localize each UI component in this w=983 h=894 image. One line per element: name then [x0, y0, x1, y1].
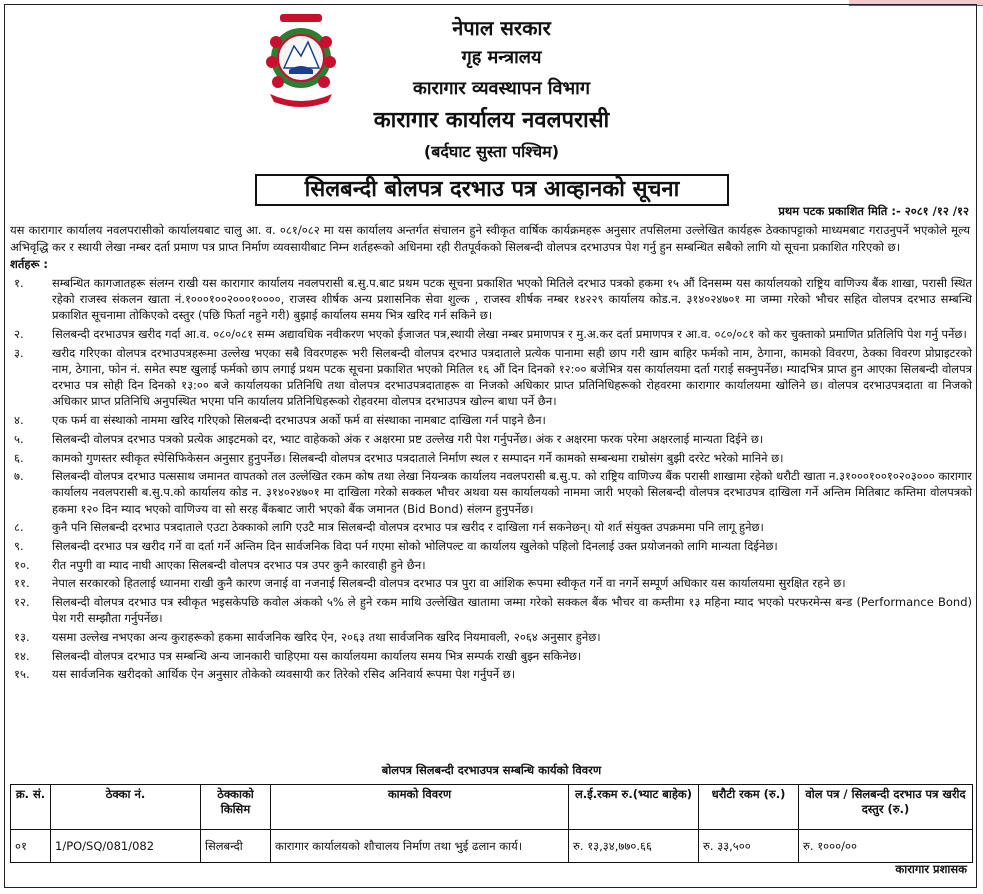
- condition-text: सिलबन्दी दरभाउ पत्र खरीद गर्ने वा दर्ता गर्ने अन्तिम दिन सार्वजनिक विदा पर्न गएमा सोको भोलिपल्ट वा कार्यालय खुलेको पहिलो दिनलाई उक्त प्रयोजनको लागि मान्यता दिईनेछ।: [52, 539, 778, 554]
- header-serial: क्र. सं.: [11, 785, 51, 830]
- condition-number: ३.: [14, 345, 24, 360]
- condition-number: १५.: [14, 667, 30, 682]
- condition-number: १३.: [14, 630, 30, 645]
- header-ministry: गृह मन्त्रालय: [461, 47, 542, 68]
- condition-item: [10, 519, 972, 535]
- work-details-table: [10, 784, 973, 863]
- condition-text: यसमा उल्लेख नभएका अन्य कुराहरूको हकमा सार्वजनिक खरिद ऐन, २०६३ तथा सार्वजनिक खरिद नियमावली, २०६४ अनुसार हुनेछ।: [52, 630, 601, 645]
- condition-number: १२.: [14, 595, 30, 610]
- condition-text: कामको गुणस्तर स्वीकृत स्पेसिफिकेसन अनुसार हुनुपर्नेछ। सिलबन्दी वोलपत्र दरभाउ पत्रदाताले निर्माण स्थल र सम्पादन गर्ने कामको सम्बन्धमा राम्रोसंग बुझी दररेट भरेको मानिने छ।: [52, 450, 784, 465]
- condition-item: [10, 275, 972, 324]
- condition-text: सिलबन्दी वोलपत्र दरभाउ पत्र सम्बन्धि अन्य जानकारी चाहिएमा यस कार्यालयमा कार्यालय समय भित्र सम्पर्क राखी बुझ्न सकिनेछ।: [52, 648, 582, 663]
- condition-text: सिलबन्दी वोलपत्र दरभाउ पत्रको प्रत्येक आइटमको दर, भ्याट वाहेकको अंक र अक्षरमा प्रष्ट उल्लेख गरी पेश गर्नुपर्नेछ। अंक र अक्षरमा फरक परेमा अक्षरलाई मान्यता दिईने छ।: [52, 431, 764, 446]
- condition-item: [10, 326, 972, 342]
- condition-number: १०.: [14, 557, 30, 572]
- condition-text: यस सार्वजनिक खरीदको आर्थिक ऐन अनुसार तोकेको व्यवसायी कर तिरेको रसिद अनिवार्य रूपमा पेश गर्नुपर्ने छ।: [52, 667, 516, 682]
- condition-number: १.: [14, 276, 24, 290]
- header-contract-type: ठेक्काको किसिम: [201, 785, 271, 830]
- condition-item: [10, 345, 972, 410]
- condition-item: [10, 648, 972, 664]
- cell-cost-estimate: रु. १३,३४,७७०.६६: [569, 830, 699, 863]
- condition-number: ११.: [14, 576, 30, 591]
- cell-fee: रु. १०००/००: [799, 830, 973, 863]
- signature-label: कारागार प्रशासक: [895, 862, 967, 876]
- condition-number: ८.: [14, 520, 24, 535]
- cell-serial: ०१: [11, 830, 51, 863]
- condition-item: [10, 557, 972, 573]
- condition-text: खरीद गरिएका वोलपत्र दरभाउपत्रहरूमा उल्लेख भएका सबै विवरणहरू भरी सिलबन्दी वोलपत्र दरभाउ पत्रदाताले प्रत्येक पानामा सही छाप गरी खाम बाहिर फर्मको नाम, ठेगाना, कामको विवरण, ठेक्का विवरण प्रोप्राइटरको नाम, ठेगाना, फोन नं. समेत स्पष्ट खुलाई फर्मको छाप लगाई प्रथम पटक सूचना प्रकाशित भएको मितिल १६ औं दिन दिनको १२:०० बजेभित्र यस कार्यालयमा दर्ता गराई सक्नुपर्नेछ। म्यादभित्र प्राप्त हुन आएका सिलबन्दी वोलपत्र दरभाउ पत्र सोही दिन दिनको १३:०० बजे कार्यालयका प्रतिनिधि तथा वोलपत्र दरभाउपत्रदाताहरू वा निजको अधिकार प्राप्त प्रतिनिधिहरूको रोहवरमा कारागार कार्यालयमा खोलिने छ। वोलपत्र दरभाउपत्रदाता वा निजको अधिकार प्राप्त प्रतिनिधि अनुपस्थित भएमा पनि कार्यालय प्रतिनिधिहरूको रोहवरमा वोलपत्र दरभाउपत्र खोल्न बाधा पर्ने छैन।: [52, 345, 972, 409]
- table-row: [11, 830, 973, 863]
- condition-number: ७.: [14, 469, 24, 484]
- header-fee: वोल पत्र / सिलबन्दी दरभाउ पत्र खरीद दस्तुर (रु.): [799, 785, 973, 830]
- condition-number: ६.: [14, 450, 24, 465]
- condition-text: सिलबन्दी दरभाउपत्र खरीद गर्दा आ.व. ०८०/०८१ सम्म अद्यावधिक नवीकरण भएको ईजाजत पत्र,स्थायी लेखा नम्बर प्रमाणपत्र र मु.अ.कर दर्ता प्रमाणपत्र र आ.व. ०८०/०८१ को कर चुक्ताको प्रमाणित प्रतिलिपि पेश गर्नु पर्नेछ।: [52, 327, 967, 342]
- condition-number: ४.: [14, 413, 24, 428]
- condition-item: [10, 594, 972, 626]
- table-title: बोलपत्र सिलबन्दी दरभाउपत्र सम्बन्धि कार्यको विवरण: [381, 763, 602, 777]
- condition-item: [10, 431, 972, 447]
- condition-text: एक फर्म वा संस्थाको नाममा खरिद गरिएको सिलबन्दी दरभाउपत्र अर्को फर्म वा संस्थाका नामबाट दाखिला गर्न पाइने छैन।: [52, 413, 546, 428]
- condition-text: नेपाल सरकारको हितलाई ध्यानमा राखी कुनै कारण जनाई वा नजनाई सिलबन्दी वोलपत्र दरभाउ पत्र पुरा वा आंशिक रूपमा स्वीकृत गर्ने वा नगर्ने सम्पूर्ण अधिकार यस कार्यालयमा सुरक्षित रहने छ।: [52, 576, 846, 591]
- condition-item: [10, 629, 972, 645]
- header-government: नेपाल सरकार: [452, 16, 551, 40]
- publish-date: प्रथम पटक प्रकाशित मिति :- २०८१ /१२ /१२: [778, 204, 969, 218]
- condition-text: सिलबन्दी वोलपत्र दरभाउ पत्र स्वीकृत भइसकेपछि कवोल अंकको ५% ले हुने रकम माथि उल्लेखित खातामा जम्मा गरेको सक्कल बैंक भौचर वा कम्तीमा १३ महिना म्याद भएको परफरमेन्स बन्ड (Performance Bond) पेश गरी सम्झौता गर्नुपर्नेछ।: [52, 595, 972, 626]
- notice-title: सिलबन्दी बोलपत्र दरभाउ पत्र आव्हानको सूचना: [255, 174, 729, 206]
- condition-text: रीत नपुगी वा म्याद नाघी आएका सिलबन्दी वोलपत्र दरभाउ पत्र उपर कुनै कारवाही हुने छैन।: [52, 557, 426, 572]
- header-cost-estimate: ल.ई.रकम रु.(भ्याट बाहेक): [569, 785, 699, 830]
- header-office: कारागार कार्यालय नवलपरासी: [373, 108, 610, 133]
- condition-number: २.: [14, 327, 24, 342]
- cell-deposit: रु. ३३,५००: [699, 830, 799, 863]
- cell-contract-no: 1/PO/SQ/081/082: [51, 830, 201, 863]
- header-department: कारागार व्यवस्थापन विभाग: [413, 78, 590, 99]
- conditions-heading: शर्तहरू :: [10, 257, 49, 271]
- condition-item: [10, 450, 972, 466]
- condition-item: [10, 666, 972, 682]
- condition-number: ५.: [14, 431, 24, 446]
- cell-contract-type: सिलबन्दी: [201, 830, 271, 863]
- header-location: (बर्दघाट सुस्ता पश्चिम): [423, 142, 560, 161]
- condition-text: कुनै पनि सिलबन्दी दरभाउ पत्रदाताले एउटा ठेक्काको लागि एउटै मात्र सिलबन्दी वोलपत्र दरभाउ पत्र खरीद र दाखिला गर्न सकनेछन्। यो शर्त संयुक्त उपक्रममा पनि लागू हुनेछ।: [52, 520, 764, 535]
- table-header-row: [11, 785, 973, 830]
- condition-number: १४.: [14, 648, 30, 663]
- condition-item: [10, 468, 972, 517]
- conditions-list: [10, 275, 972, 685]
- header-deposit: धरौटी रकम (रु.): [699, 785, 799, 830]
- condition-item: [10, 538, 972, 554]
- cell-work-description: कारागार कार्यालयको शौचालय निर्माण तथा भुई ढलान कार्य।: [271, 830, 569, 863]
- header-work-description: कामको विवरण: [271, 785, 569, 830]
- condition-item: [10, 412, 972, 428]
- condition-text: सिलबन्दी वोलपत्र दरभाउ पत्ससाथ जमानत वापतको तल उल्लेखित रकम कोष तथा लेखा नियन्त्रक कार्यालय नवलपरासी ब.सु.प. को राष्ट्रिय वाणिज्य बैंक परासी शाखामा रहेको धरौटी खाता न.३१०००१००१०२०३००० कारागार कार्यालय नवलपरासी ब.सु.प.को कार्यालय कोड न. ३१४०२४७०१ मा दाखिला गरेको सक्कल भौचर अथवा यस कार्यालयको नाममा जारी भएको सिलबन्दी वोलपत्र दरभाउपत्र दाखिला गर्ने अन्तिम मितिबाट कम्तिमा वोलपत्रको हकमा १२० दिन म्याद भएको वाणिज्य वा सो सरह बैंकबाट जारी भएको बैंक जमानत (Bid Bond) संलग्न हुनुपर्नेछ।: [52, 469, 972, 516]
- condition-number: ९.: [14, 539, 24, 554]
- condition-text: सम्बन्धित कागजातहरू संलग्न राखी यस कारागार कार्यालय नवलपरासी ब.सु.प.बाट प्रथम पटक सूचना प्रकाशित भएकोे मितिले दरभाउ पत्रको हकमा १५ औं दिनसम्म यस कार्यालयको राष्ट्रिय वाणिज्य बैंक शाखा, परासी स्थित रहेको राजस्व संकलन खाता नं.१०००१००२०००१००००, राजस्व शीर्षक अन्य प्रशासनिक सेवा शुल्क , राजस्व शीर्षक नम्बर १४२२९ कार्यालय कोड.न. ३१४०२४७०१ मा जम्मा गरेको भौचर सहित वोलपत्र दरभाउ सम्बन्धि प्रकाशित सूचनामा तोकिएको दस्तुर (पछि फिर्ता नहुने गरी) बुझाई कार्यालय समय भित्र खरिद गर्न सकिने छ।: [52, 276, 972, 323]
- intro-paragraph: यस कारागार कार्यालय नवलपरासीको कार्यालयबाट चालु आ. व. ०८१/०८२ मा यस कार्यालय अन्तर्गत संचालन हुने स्वीकृत वार्षिक कार्यक्रमहरू अनुसार तपसिलमा उल्लेखित कार्यहरू ठेक्कापट्टाको माध्यमबाट गराउनुपर्ने भएकोले मूल्य अभिवृद्धि कर र स्थायी लेखा नम्बर दर्ता प्रमाण पत्र प्राप्त निर्माण व्यवसायीबाट निम्न शर्तहरूको अधिनमा रही रीतपूर्वकको सिलबन्दी वोलपत्र दरभाउपत्र पेश गर्नु हुन सम्बन्धित सबैको लागि यो सूचना प्रकाशित गरिएको छ।: [10, 223, 970, 254]
- condition-item: [10, 575, 972, 591]
- header-contract-no: ठेक्का नं.: [51, 785, 201, 830]
